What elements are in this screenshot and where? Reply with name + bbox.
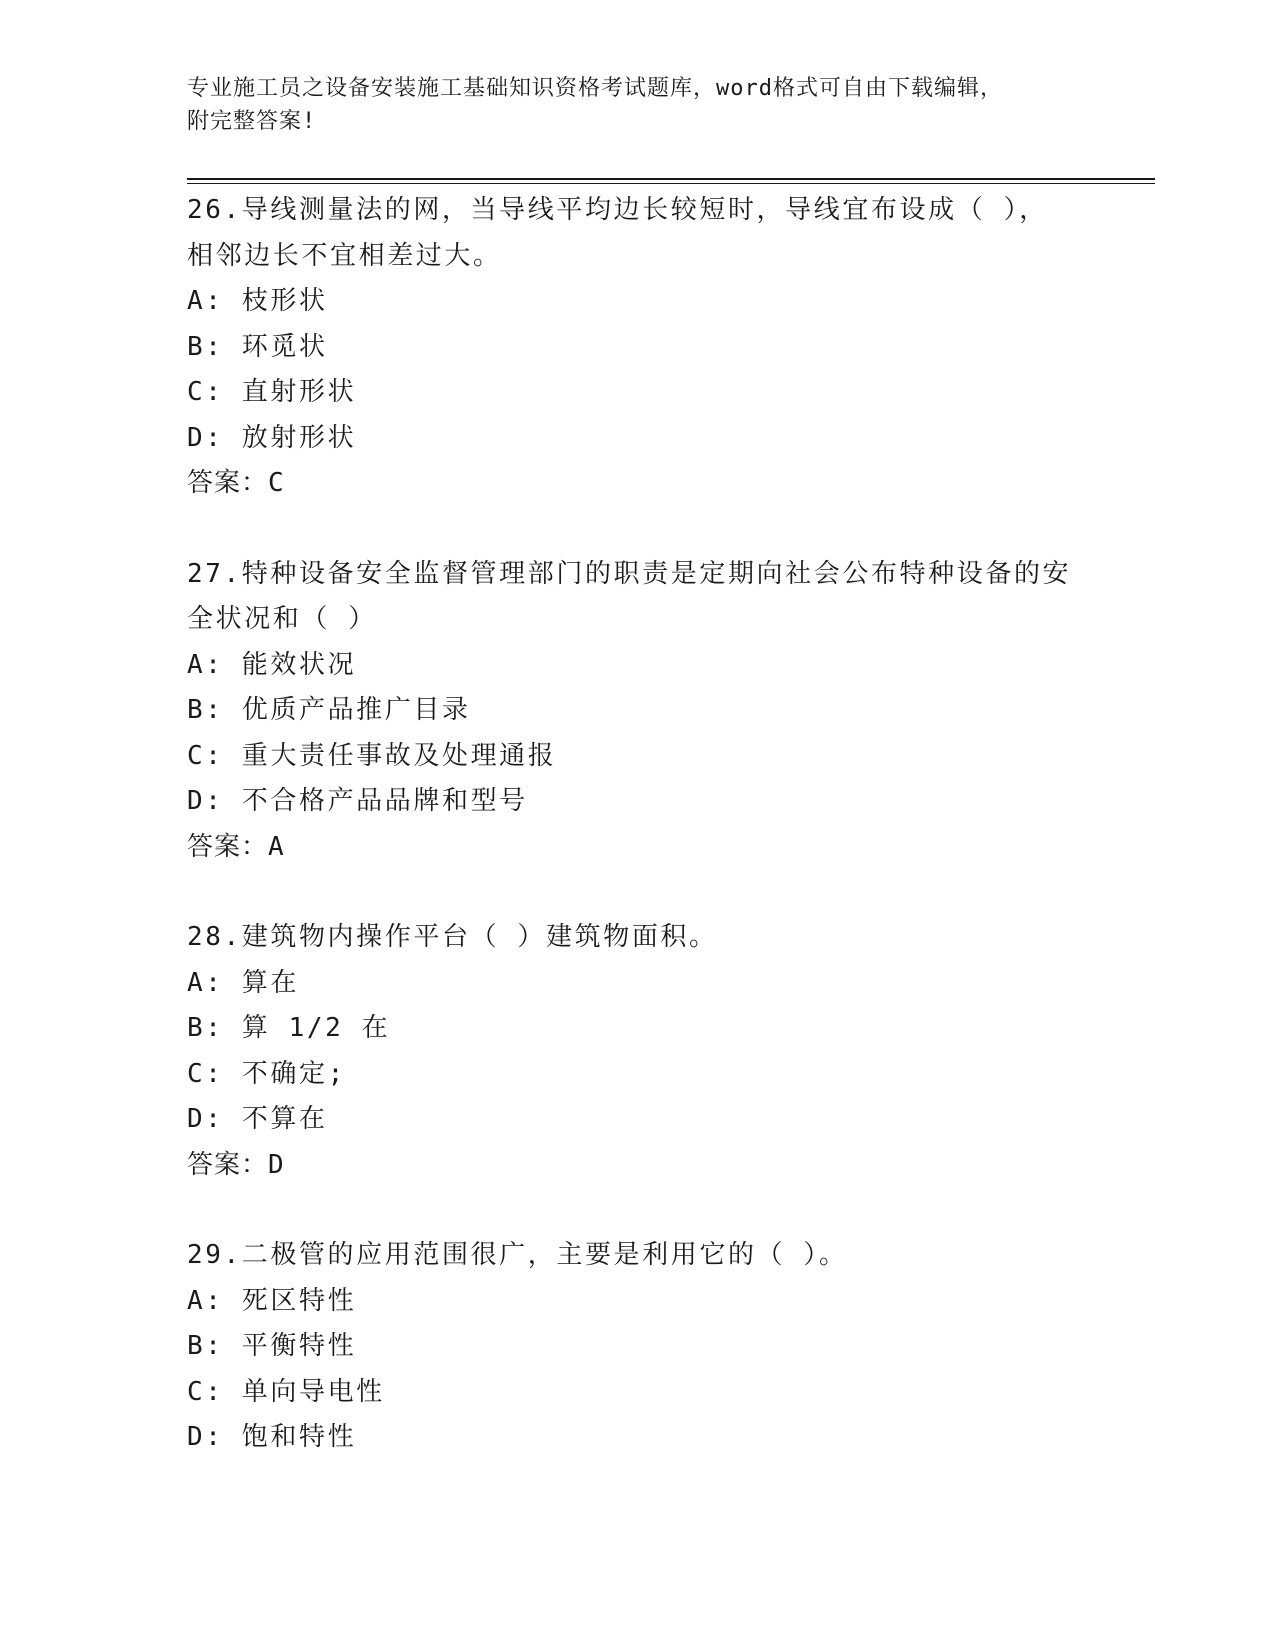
option-text: 死区特性 xyxy=(241,1285,357,1316)
option-d xyxy=(187,1097,1087,1143)
option-key: B: xyxy=(187,695,242,725)
question-stem-line: 全状况和（ ） xyxy=(187,604,377,634)
question-stem-line: 29.二极管的应用范围很广，主要是利用它的（ ）。 xyxy=(187,1240,848,1270)
question-27 xyxy=(187,552,1087,871)
document-header xyxy=(187,72,1067,138)
option-key: C: xyxy=(187,1376,242,1407)
option-key: A: xyxy=(187,286,242,316)
option-text: 枝形状 xyxy=(241,286,328,316)
question-stem-line: 28.建筑物内操作平台（ ）建筑物面积。 xyxy=(187,922,718,952)
option-text: 优质产品推广目录 xyxy=(241,695,471,725)
question-list xyxy=(187,188,1087,1506)
question-29 xyxy=(187,1233,1087,1461)
option-c xyxy=(187,1052,1087,1098)
option-text: 单向导电性 xyxy=(241,1376,385,1407)
option-key: B: xyxy=(187,1013,242,1043)
option-key: D: xyxy=(187,1422,242,1452)
question-26 xyxy=(187,188,1087,507)
option-b xyxy=(187,325,1087,371)
option-text: 直射形状 xyxy=(241,377,357,407)
answer-text: 答案：A xyxy=(187,831,285,862)
option-a xyxy=(187,279,1087,325)
option-text: 饱和特性 xyxy=(241,1422,357,1452)
option-text: 算 1/2 在 xyxy=(241,1013,391,1043)
option-key: B: xyxy=(187,331,242,362)
option-a xyxy=(187,1279,1087,1325)
option-key: A: xyxy=(187,1285,242,1316)
option-key: D: xyxy=(187,1104,242,1134)
answer-text: 答案：D xyxy=(187,1149,285,1180)
option-key: A: xyxy=(187,649,242,680)
header-line-2: 附完整答案! xyxy=(187,109,317,134)
option-text: 能效状况 xyxy=(241,649,357,680)
answer-text: 答案：C xyxy=(187,468,285,498)
option-text: 重大责任事故及处理通报 xyxy=(241,740,557,771)
question-stem-line: 27.特种设备安全监督管理部门的职责是定期向社会公布特种设备的安 xyxy=(187,558,1072,589)
option-key: C: xyxy=(187,377,242,407)
option-b xyxy=(187,1006,1087,1052)
option-c xyxy=(187,734,1087,780)
header-line-1: 专业施工员之设备安装施工基础知识资格考试题库，word格式可自由下载编辑， xyxy=(187,76,1003,101)
option-d xyxy=(187,779,1087,825)
option-c xyxy=(187,1370,1087,1416)
option-text: 环觅状 xyxy=(241,331,328,362)
question-stem-line: 26.导线测量法的网，当导线平均边长较短时，导线宜布设成（ ）， xyxy=(187,195,1048,225)
option-d xyxy=(187,1415,1087,1461)
option-b xyxy=(187,688,1087,734)
option-a xyxy=(187,961,1087,1007)
header-divider-thin xyxy=(187,183,1155,184)
option-text: 不确定; xyxy=(241,1058,346,1089)
option-b xyxy=(187,1324,1087,1370)
option-key: B: xyxy=(187,1331,242,1361)
question-stem-line: 相邻边长不宜相差过大。 xyxy=(187,240,502,271)
option-text: 平衡特性 xyxy=(241,1331,357,1361)
option-key: C: xyxy=(187,740,242,771)
option-c xyxy=(187,370,1087,416)
option-text: 放射形状 xyxy=(241,422,357,453)
option-text: 不算在 xyxy=(241,1104,328,1134)
question-28 xyxy=(187,915,1087,1188)
option-d xyxy=(187,416,1087,462)
option-a xyxy=(187,643,1087,689)
header-divider-thick xyxy=(187,178,1155,180)
option-text: 算在 xyxy=(241,967,299,998)
option-key: C: xyxy=(187,1058,242,1089)
option-text: 不合格产品品牌和型号 xyxy=(241,786,528,816)
option-key: A: xyxy=(187,967,242,998)
option-key: D: xyxy=(187,786,242,816)
option-key: D: xyxy=(187,422,242,453)
